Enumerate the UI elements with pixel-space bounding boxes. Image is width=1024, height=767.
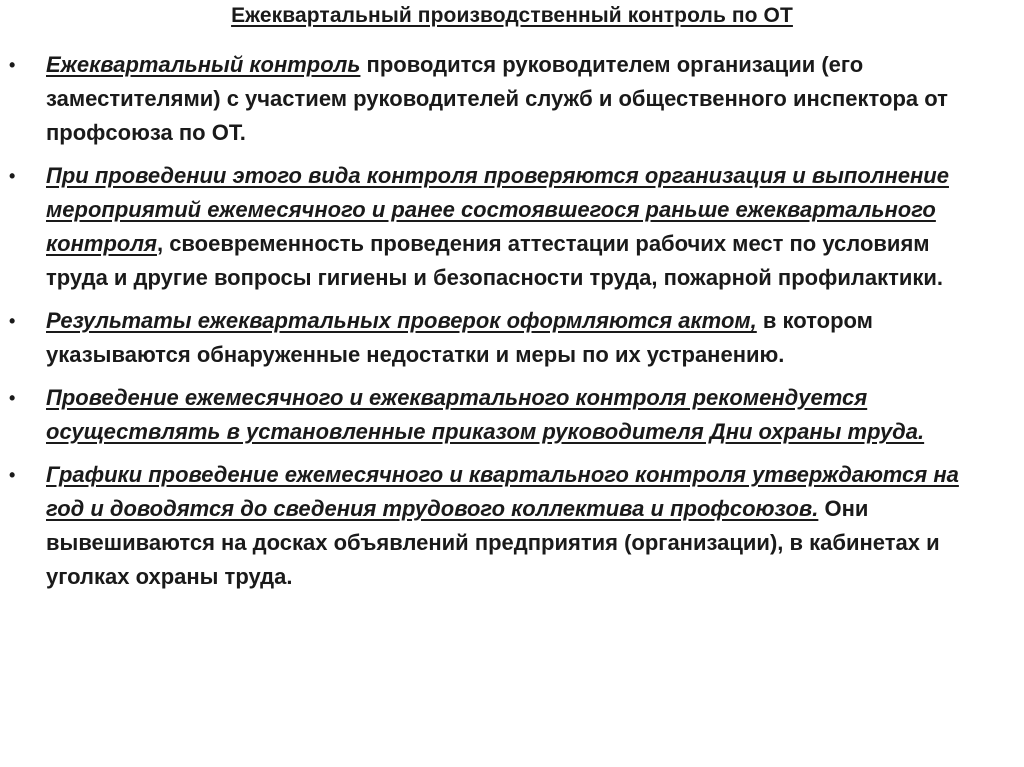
bullet-text: проводится руководителем организации (его заместителями) с участием руководителей служб и общественного инспектора от профсоюза по ОТ. xyxy=(46,52,948,145)
bullet-dot-icon: • xyxy=(9,388,16,408)
bullet-emphasis: Результаты ежеквартальных проверок оформляются актом, xyxy=(46,308,757,333)
bullet-emphasis: Ежеквартальный контроль xyxy=(46,52,361,77)
bullet-dot-icon: • xyxy=(9,55,16,75)
bullet-emphasis: При проведении этого вида контроля проверяются организация и выполнение мероприятий ежемесячного и ранее состоявшегося раньше ежеквартального контроля xyxy=(46,163,949,256)
bullet-item xyxy=(0,381,1024,449)
bullet-text: , своевременность проведения аттестации рабочих мест по условиям труда и другие вопросы гигиены и безопасности труда, пожарной профилактики. xyxy=(46,231,944,290)
bullet-text: Они вывешиваются на досках объявлений предприятия (организации), в кабинетах и уголках охраны труда. xyxy=(46,496,940,589)
bullet-list xyxy=(0,48,1024,603)
slide-title: Ежеквартальный производственный контроль по ОТ xyxy=(231,4,793,27)
bullet-text: в котором указываются обнаруженные недостатки и меры по их устранению. xyxy=(46,308,873,367)
bullet-emphasis: Графики проведение ежемесячного и квартального контроля утверждаются на год и доводятся до сведения трудового коллектива и профсоюзов. xyxy=(46,462,959,521)
bullet-dot-icon: • xyxy=(9,311,16,331)
bullet-item xyxy=(0,304,1024,372)
bullet-emphasis: Проведение ежемесячного и ежеквартального контроля рекомендуется осуществлять в установленные приказом руководителя Дни охраны труда. xyxy=(46,385,925,444)
bullet-item xyxy=(0,159,1024,295)
bullet-item xyxy=(0,48,1024,150)
bullet-item xyxy=(0,458,1024,594)
bullet-dot-icon: • xyxy=(9,465,16,485)
bullet-dot-icon: • xyxy=(9,166,16,186)
